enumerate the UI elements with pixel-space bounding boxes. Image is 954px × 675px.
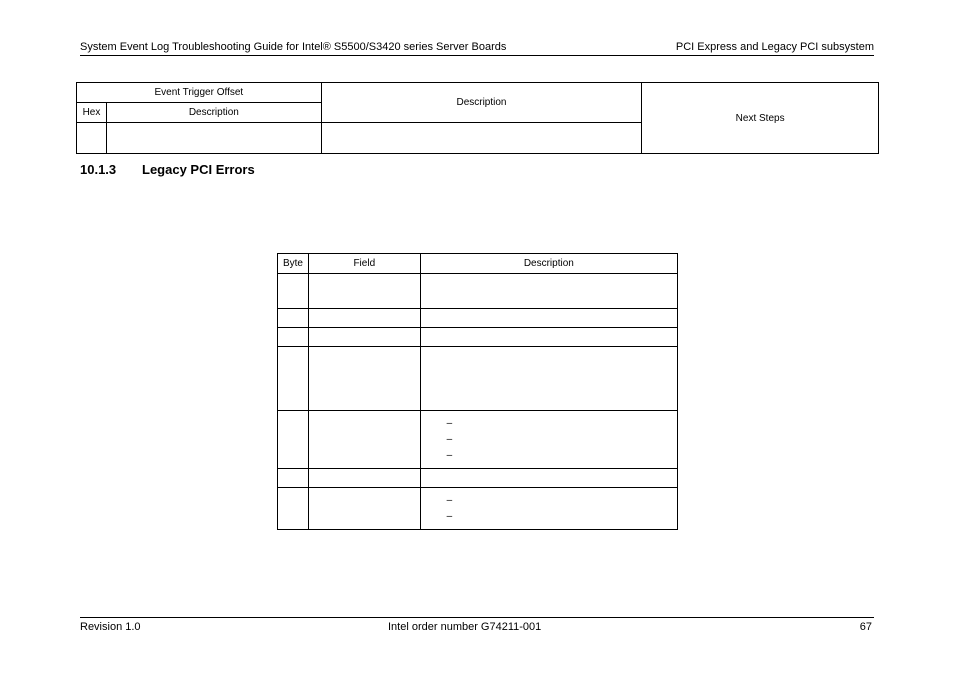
- header-chapter-title: PCI Express and Legacy PCI subsystem: [675, 41, 874, 53]
- page-header: [80, 41, 874, 55]
- table-row: [278, 411, 678, 469]
- table-row: [278, 328, 678, 347]
- table-row: [278, 488, 678, 530]
- table-cell: [77, 123, 107, 154]
- event-trigger-table: [76, 82, 879, 154]
- table-cell: [106, 123, 321, 154]
- dash-list: [421, 411, 677, 468]
- page-footer: [80, 621, 874, 635]
- section-heading: [80, 162, 255, 177]
- list-item: –: [446, 495, 453, 506]
- offset-description-header: Description: [106, 103, 321, 123]
- list-item: –: [446, 511, 453, 522]
- table-cell: [321, 123, 642, 154]
- sel-format-table: [277, 253, 678, 530]
- section-title: Legacy PCI Errors: [142, 162, 255, 177]
- section-number: 10.1.3: [80, 162, 117, 177]
- field-column-header: Field: [308, 254, 420, 274]
- description-column-header: Description: [420, 254, 677, 274]
- table-row: [278, 309, 678, 328]
- list-item: –: [446, 434, 453, 445]
- table-row: [278, 274, 678, 309]
- table-row: [278, 347, 678, 411]
- footer-rule: [80, 617, 874, 618]
- description-header: Description: [321, 83, 642, 123]
- table-row: [278, 469, 678, 488]
- header-rule: [80, 55, 874, 56]
- hex-header: Hex: [77, 103, 107, 123]
- footer-page-number: 67: [859, 621, 872, 633]
- event-trigger-offset-header: Event Trigger Offset: [77, 83, 322, 103]
- footer-revision: Revision 1.0: [80, 621, 141, 633]
- list-item: –: [446, 450, 453, 461]
- footer-order-number: Intel order number G74211-001: [388, 621, 542, 633]
- next-steps-header: Next Steps: [642, 83, 879, 154]
- byte-column-header: Byte: [278, 254, 309, 274]
- dash-list: [421, 488, 677, 529]
- header-document-title: System Event Log Troubleshooting Guide for Intel® S5500/S3420 series Server Boards: [80, 41, 507, 53]
- list-item: –: [446, 418, 453, 429]
